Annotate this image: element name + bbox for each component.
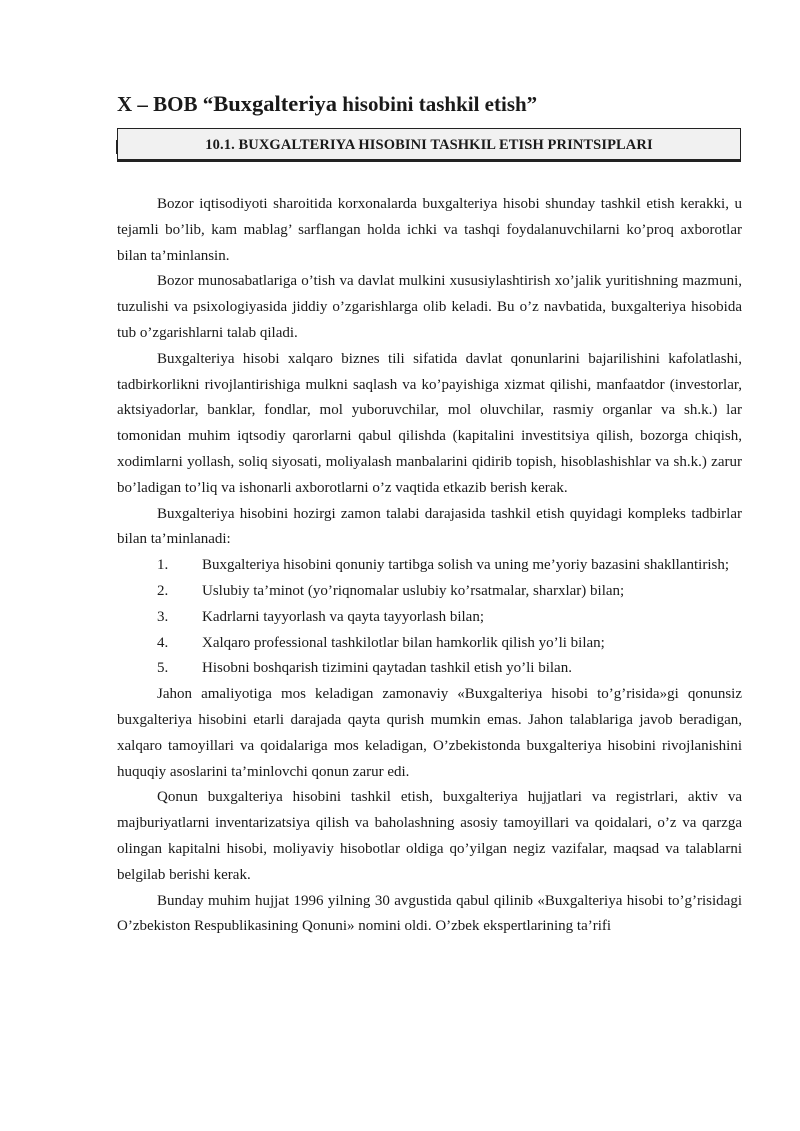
list-number: 3.: [157, 608, 169, 625]
paragraph: Bunday muhim hujjat 1996 yilning 30 avgustida qabul qilinib «Buxgalteriya hisobi to’g’risidagi O’zbekiston Respublikasining Qonuni» nomini oldi. O’zbek ekspertlarining ta’rifi: [117, 892, 742, 935]
list-number: 1.: [157, 557, 169, 574]
list-text: Xalqaro professional tashkilotlar bilan hamkorlik qilish yo’li bilan;: [202, 634, 605, 651]
list-text: Uslubiy ta’minot (yo’riqnomalar uslubiy ko’rsatmalar, sharxlar) bilan;: [202, 582, 625, 599]
list-item: [117, 605, 742, 631]
list-item: [117, 631, 742, 657]
paragraph: Qonun buxgalteriya hisobini tashkil etish, buxgalteriya hujjatlari va registrlari, aktiv va majburiyatlarni inventarizatsiya qilish va baholashning asosiy tamoyillari va qoidalari, o’z va qarzga olingan kapitalni hisobi, moliyaviy hisobotlar oldiga qo’yilgan negiz vazifalar, maqsad va talablarni belgilab berishi kerak.: [117, 789, 742, 883]
chapter-highlight: Buxgalteriya: [213, 91, 338, 116]
paragraph: Jahon amaliyotiga mos keladigan zamonaviy «Buxgalteriya hisobi to’g’risida»gi qonunsiz buxgalteriya hisobini etarli darajada qayta qurish mumkin emas. Jahon talablariga javob beradigan, xalqaro tamoyillari va qoidalariga mos keladigan, O’zbekistonda buxgalteriya hisobini rivojlanishini huquqiy asoslarini ta’minlovchi qonun zarur edi.: [117, 686, 742, 780]
paragraph: Buxgalteriya hisobi xalqaro biznes tili sifatida davlat qonunlarini bajarilishini kafolatlashi, tadbirkorlikni rivojlantirishiga mulkni saqlash va ko’payishiga xizmat qilishi, manfaatdor (investorlar, aktsiyadorlar, banklar, fondlar, mol yuboruvchilar, mol oluvchilar, rasmiy organlar va sh.k.) lar tomonidan muhim iqtsodiy qarorlarni qabul qilishda (kapitalini investitsiya qilish, bozorga chiqish, xodimlarni yollash, soliq siyosati, moliyalash manbalarini qidirib topish, hisoblashishlar va sh.k.) zarur bo’ladigan to’liq va ishonarli axborotlarni o’z vaqtida etkazib berish kerak.: [117, 350, 742, 496]
section-title: 10.1. BUXGALTERIYA HISOBINI TASHKIL ETISH PRINTSIPLARI: [205, 136, 653, 153]
section-heading-box: [117, 128, 741, 162]
list-text: Kadrlarni tayyorlash va qayta tayyorlash bilan;: [202, 608, 484, 625]
body-text: [117, 192, 742, 940]
list-text: Buxgalteriya hisobini qonuniy tartibga solish va uning me’yoriy bazasini shakllantirish;: [202, 557, 729, 574]
list-item: [117, 656, 742, 682]
chapter-rest: hisobini tashkil etish”: [337, 92, 538, 116]
list-item: [117, 553, 742, 579]
paragraph: Bozor munosabatlariga o’tish va davlat mulkini xususiylashtirish xo’jalik yuritishning mazmuni, tuzulishi va psixologiyasida jiddiy o’zgarishlarga olib keladi. Bu o’z navbatida, buxgalteriya hisobida tub o’zgarishlarni talab qiladi.: [117, 273, 742, 341]
list-number: 5.: [157, 660, 169, 677]
chapter-title: [117, 91, 537, 117]
paragraph: Bozor iqtisodiyoti sharoitida korxonalarda buxgalteriya hisobi shunday tashkil etish kerakki, u tejamli bo’lib, kam mablag’ sarflangan holda ichki va tashqi foydalanuvchilarni ko’proq axborotlar bilan ta’minlansin.: [117, 196, 742, 264]
paragraph: Buxgalteriya hisobini hozirgi zamon talabi darajasida tashkil etish quyidagi kompleks tadbirlar bilan ta’minlanadi:: [117, 505, 742, 548]
list-item: [117, 579, 742, 605]
list-text: Hisobni boshqarish tizimini qaytadan tashkil etish yo’li bilan.: [202, 660, 572, 677]
list-number: 4.: [157, 634, 169, 651]
chapter-prefix: X – BOB “: [117, 92, 214, 116]
list-number: 2.: [157, 582, 169, 599]
